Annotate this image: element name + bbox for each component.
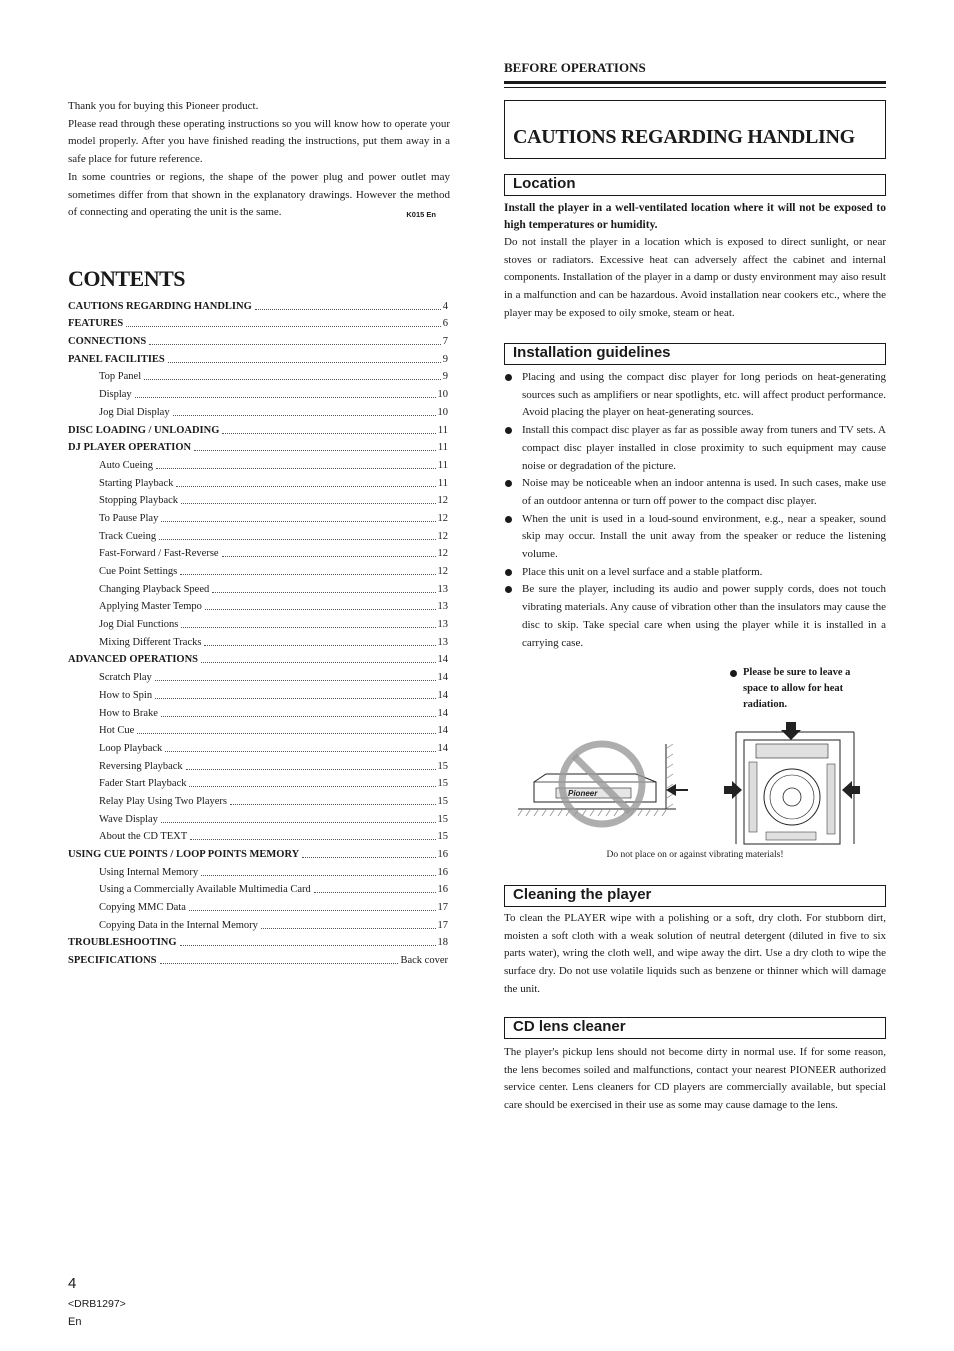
model-code: <DRB1297>: [68, 1298, 126, 1310]
jog-dial: [764, 769, 820, 825]
toc-item-label: Jog Dial Functions: [99, 619, 179, 631]
toc-item-label: Mixing Different Tracks: [99, 636, 202, 648]
bullet-dot: [505, 569, 512, 576]
toc-leader-dots: [201, 662, 435, 663]
toc-item-page: 14: [437, 654, 448, 666]
toc-item: [68, 861, 448, 879]
toc-item: [68, 790, 448, 808]
toc-item-label: Display: [99, 389, 132, 401]
toc-item: [68, 649, 448, 667]
location-body: Do not install the player in a location which is exposed to direct sunlight, or near stoves or radiators. Excessive heat can adversely affect the cabinet and internal components. Installation of the player in a damp or dusty environment may aiso result in a malfunction and can be hazardous. Avoid installation near cookers etc., where the player may be exposed to oily smoke, steam or heat.: [504, 236, 886, 319]
arrow-right-icon: [724, 781, 742, 799]
bullet-text: Noise may be noticeable when an indoor antenna is used. In such cases, make use of an outdoor antenna or turn off power to the compact disc player.: [522, 477, 886, 507]
toc-item-label: Scratch Play: [99, 672, 152, 684]
toc-item: [68, 843, 448, 861]
intro-text: [68, 98, 450, 224]
bullet-item: [504, 511, 886, 564]
toc-item-page: 13: [437, 636, 448, 648]
toc-leader-dots: [204, 645, 435, 646]
toc-item-label: DJ PLAYER OPERATION: [68, 442, 192, 454]
lens-body: The player's pickup lens should not become dirty in normal use. If for some reason, the lens becomes soiled and malfunctions, contact your nearest PIONEER authorized service center. Lens cleaners for CD players are commercially available, but special care should be exercised in their use as some may cause damage to the lens.: [504, 1046, 886, 1112]
toc-leader-dots: [161, 521, 435, 522]
toc-item-page: 6: [442, 318, 448, 330]
installation-figure: [516, 664, 866, 864]
page-title: CAUTIONS REGARDING HANDLING: [513, 126, 855, 148]
pioneer-logo-text: Pioneer: [568, 789, 598, 798]
toc-item-page: 16: [437, 884, 448, 896]
toc-item-page: 16: [437, 866, 448, 878]
cleaning-body: To clean the PLAYER wipe with a polishing or a soft, dry cloth. For stubborn dirt, moisten a soft cloth with a weak solution of neutral detergent (diluted in five to six parts water), wring the cloth well, and wipe away the dirt. Use a dry cloth to wipe the surface dry. Do not use volatile liquids such as benzene or thinner which will damage the unit.: [504, 912, 886, 995]
toc-item: [68, 949, 448, 967]
toc-item-page: 14: [437, 689, 448, 701]
location-heading: Location: [513, 175, 576, 192]
toc-item-page: 14: [437, 707, 448, 719]
toc-leader-dots: [159, 539, 435, 540]
header-rule: [504, 81, 886, 84]
toc-item-label: Using a Commercially Available Multimedia Card: [99, 884, 311, 896]
bullet-text: Place this unit on a level surface and a stable platform.: [522, 565, 763, 578]
toc-item-page: 15: [437, 760, 448, 772]
toc-leader-dots: [222, 433, 435, 434]
installation-bullets: [504, 369, 886, 652]
toc-item-page: 14: [437, 742, 448, 754]
arrow-left-icon: [666, 784, 688, 796]
toc-item-label: DISC LOADING / UNLOADING: [68, 424, 220, 436]
toc-leader-dots: [156, 468, 436, 469]
bullet-item: [504, 564, 886, 582]
toc-item-label: FEATURES: [68, 318, 124, 330]
toc-item: [68, 596, 448, 614]
toc-item: [68, 507, 448, 525]
intro-line: Please read through these operating instructions so you will know how to operate your model properly. After you have finished reading the instructions, put them away in a safe place for future reference.: [68, 117, 450, 166]
toc-item-page: 15: [437, 795, 448, 807]
bullet-text: When the unit is used in a loud-sound environment, e.g., near a speaker, sound skip may occur. Install the unit away from the speaker or reduce the listening volume.: [522, 512, 886, 561]
toc-leader-dots: [161, 822, 436, 823]
toc-item-label: ADVANCED OPERATIONS: [68, 654, 199, 666]
toc-item: [68, 914, 448, 932]
toc-leader-dots: [160, 963, 399, 964]
toc-leader-dots: [155, 680, 436, 681]
toc-leader-dots: [189, 910, 436, 911]
toc-leader-dots: [137, 733, 435, 734]
prohibited-placement-drawing: [518, 744, 688, 824]
toc-item-label: Top Panel: [99, 371, 142, 383]
toc-item: [68, 419, 448, 437]
arrow-left-icon: [842, 781, 860, 799]
bullet-dot: [505, 374, 512, 381]
toc-item-page: 17: [437, 919, 448, 931]
toc-item-label: Starting Playback: [99, 477, 174, 489]
top-view-drawing: [724, 722, 860, 844]
toc-item: [68, 666, 448, 684]
toc-item-page: Back cover: [400, 955, 448, 967]
toc-item-page: 14: [437, 725, 448, 737]
installation-heading: Installation guidelines: [513, 344, 671, 361]
toc-item-page: 12: [437, 548, 448, 560]
bullet-item: [504, 581, 886, 652]
toc-item-page: 12: [437, 512, 448, 524]
toc-item-label: Loop Playback: [99, 742, 163, 754]
toc-item-label: How to Spin: [99, 689, 153, 701]
toc-leader-dots: [161, 716, 436, 717]
toc-item: [68, 348, 448, 366]
toc-leader-dots: [126, 326, 441, 327]
toc-item: [68, 808, 448, 826]
toc-item-label: Wave Display: [99, 813, 158, 825]
toc-item: [68, 543, 448, 561]
bullet-dot: [505, 516, 512, 523]
toc-item-page: 12: [437, 530, 448, 542]
toc-item: [68, 383, 448, 401]
toc-item-label: Applying Master Tempo: [99, 601, 202, 613]
toc-item: [68, 684, 448, 702]
toc-item-label: About the CD TEXT: [99, 831, 188, 843]
toc-item-page: 11: [437, 424, 448, 436]
figure-note-text: Please be sure to leave a space to allow for heat radiation.: [743, 667, 851, 710]
toc-item-page: 9: [442, 353, 448, 365]
toc-leader-dots: [205, 609, 436, 610]
bullet-item: [504, 475, 886, 510]
toc-leader-dots: [302, 857, 435, 858]
toc-item: [68, 366, 448, 384]
toc-item-label: Fast-Forward / Fast-Reverse: [99, 548, 219, 560]
toc-item-label: To Pause Play: [99, 512, 159, 524]
intro-line-text: In some countries or regions, the shape of the power plug and power outlet may sometimes differ from that shown in the explanatory drawings. However the method of connecting and operating the unit is the same.: [68, 170, 450, 219]
toc-leader-dots: [180, 574, 435, 575]
toc-leader-dots: [181, 503, 435, 504]
toc-item: [68, 631, 448, 649]
toc-item-label: How to Brake: [99, 707, 158, 719]
toc-item-page: 13: [437, 601, 448, 613]
contents-title: CONTENTS: [68, 266, 186, 291]
toc-leader-dots: [222, 556, 436, 557]
toc-leader-dots: [201, 875, 435, 876]
toc-item: [68, 896, 448, 914]
toc-leader-dots: [261, 928, 436, 929]
toc-item-page: 12: [437, 495, 448, 507]
toc-item-label: Jog Dial Display: [99, 406, 170, 418]
toc-item: [68, 490, 448, 508]
toc-item-label: Reversing Playback: [99, 760, 183, 772]
toc-item-label: Hot Cue: [99, 725, 135, 737]
toc-leader-dots: [314, 892, 436, 893]
toc-leader-dots: [155, 698, 435, 699]
toc-leader-dots: [186, 769, 436, 770]
toc-leader-dots: [168, 362, 441, 363]
page-number: 4: [68, 1275, 77, 1292]
toc-item-page: 16: [437, 849, 448, 860]
toc-leader-dots: [181, 627, 435, 628]
bullet-item: [504, 422, 886, 475]
toc-item: [68, 525, 448, 543]
toc-item-label: Copying MMC Data: [99, 902, 186, 914]
toc-item-label: Auto Cueing: [99, 459, 153, 471]
language-code: En: [68, 1316, 82, 1328]
toc-leader-dots: [165, 751, 435, 752]
toc-item-label: Cue Point Settings: [99, 566, 178, 577]
toc-item-page: 10: [437, 406, 448, 418]
toc-item-label: TROUBLESHOOTING: [68, 937, 177, 949]
toc-item: [68, 313, 448, 331]
bullet-dot: [505, 427, 512, 434]
toc-leader-dots: [230, 804, 436, 805]
toc-item-page: 13: [437, 619, 448, 631]
intro-line: Thank you for buying this Pioneer product.: [68, 100, 259, 112]
location-section: [504, 200, 886, 323]
figure-caption: Do not place on or against vibrating materials!: [606, 850, 784, 860]
bullet-text: Install this compact disc player as far as possible away from tuners and TV sets. A compact disc player installed in close proximity to such equipment may cause noise or degradation of the picture.: [522, 424, 886, 472]
toc-leader-dots: [190, 839, 435, 840]
toc-item-page: 11: [437, 477, 448, 489]
bullet-text: Be sure the player, including its audio and power supply cords, does not touch vibrating materials. Any cause of vibration other than the insulators may cause the disc to skip. Take special care when using the player while it is installed in a carrying case.: [522, 583, 886, 649]
toc-leader-dots: [176, 486, 436, 487]
toc-item-label: CAUTIONS REGARDING HANDLING: [68, 300, 252, 312]
toc-item: [68, 702, 448, 720]
toc-leader-dots: [255, 309, 441, 310]
section-label: BEFORE OPERATIONS: [504, 60, 646, 75]
location-lead: Install the player in a well-ventilated location where it will not be exposed to high temperatures or humidity.: [504, 202, 886, 231]
toc-leader-dots: [149, 344, 441, 345]
toc-item-page: 12: [437, 566, 448, 577]
arrow-down-icon: [781, 722, 801, 740]
toc-leader-dots: [194, 450, 436, 451]
toc-item: [68, 720, 448, 738]
header-rule-thin: [504, 87, 886, 88]
toc-item: [68, 826, 448, 844]
intro-line: [68, 169, 450, 222]
toc-item-page: 15: [437, 831, 448, 843]
bullet-item: [504, 369, 886, 422]
toc-item: [68, 401, 448, 419]
toc-item: [68, 295, 448, 313]
toc-item-label: Relay Play Using Two Players: [99, 795, 227, 807]
toc-item-page: 4: [442, 300, 448, 312]
toc-item: [68, 578, 448, 596]
toc-item-label: Changing Playback Speed: [99, 583, 210, 595]
toc-item-page: 18: [437, 937, 448, 949]
document-code: K015 En: [406, 210, 436, 220]
toc-leader-dots: [189, 786, 435, 787]
toc-item-label: USING CUE POINTS / LOOP POINTS MEMORY: [68, 849, 300, 860]
toc-leader-dots: [135, 397, 436, 398]
toc-item-page: 7: [442, 336, 448, 348]
toc-item: [68, 454, 448, 472]
toc-item: [68, 737, 448, 755]
toc-item-page: 11: [437, 442, 448, 454]
toc-item: [68, 773, 448, 791]
toc-item: [68, 613, 448, 631]
toc-item-page: 11: [437, 459, 448, 471]
toc-leader-dots: [180, 945, 436, 946]
toc-item-label: PANEL FACILITIES: [68, 353, 165, 365]
toc-item: [68, 472, 448, 490]
bullet-dot: [505, 480, 512, 487]
toc-item-label: CONNECTIONS: [68, 336, 147, 348]
toc-item: [68, 932, 448, 950]
cleaning-heading: Cleaning the player: [513, 886, 652, 903]
toc-item-page: 15: [437, 813, 448, 825]
toc-leader-dots: [173, 415, 436, 416]
toc-item: [68, 330, 448, 348]
toc-item-page: 15: [437, 778, 448, 790]
lens-heading: CD lens cleaner: [513, 1018, 626, 1035]
toc-item-label: SPECIFICATIONS: [68, 955, 157, 967]
bullet-text: Placing and using the compact disc player for long periods on heat-generating sources such as amplifiers or near spotlights, etc. will affect product performance. Avoid placing the player on heat-generating sources.: [522, 371, 886, 419]
toc-leader-dots: [144, 379, 441, 380]
table-of-contents: [68, 295, 448, 967]
toc-item: [68, 755, 448, 773]
toc-item-label: Using Internal Memory: [99, 866, 199, 878]
toc-item-label: Stopping Playback: [99, 495, 179, 507]
toc-item-page: 13: [437, 583, 448, 595]
toc-item-page: 10: [437, 389, 448, 401]
toc-leader-dots: [212, 592, 435, 593]
display-panel: [756, 744, 828, 758]
toc-item-page: 14: [437, 672, 448, 684]
toc-item: [68, 437, 448, 455]
toc-item: [68, 560, 448, 578]
toc-item: [68, 879, 448, 897]
toc-item-label: Copying Data in the Internal Memory: [99, 919, 258, 931]
toc-item-label: Track Cueing: [99, 530, 157, 542]
toc-item-page: 9: [442, 371, 448, 383]
toc-item-page: 17: [437, 902, 448, 914]
bullet-dot: [505, 586, 512, 593]
toc-item-label: Fader Start Playback: [99, 778, 187, 790]
